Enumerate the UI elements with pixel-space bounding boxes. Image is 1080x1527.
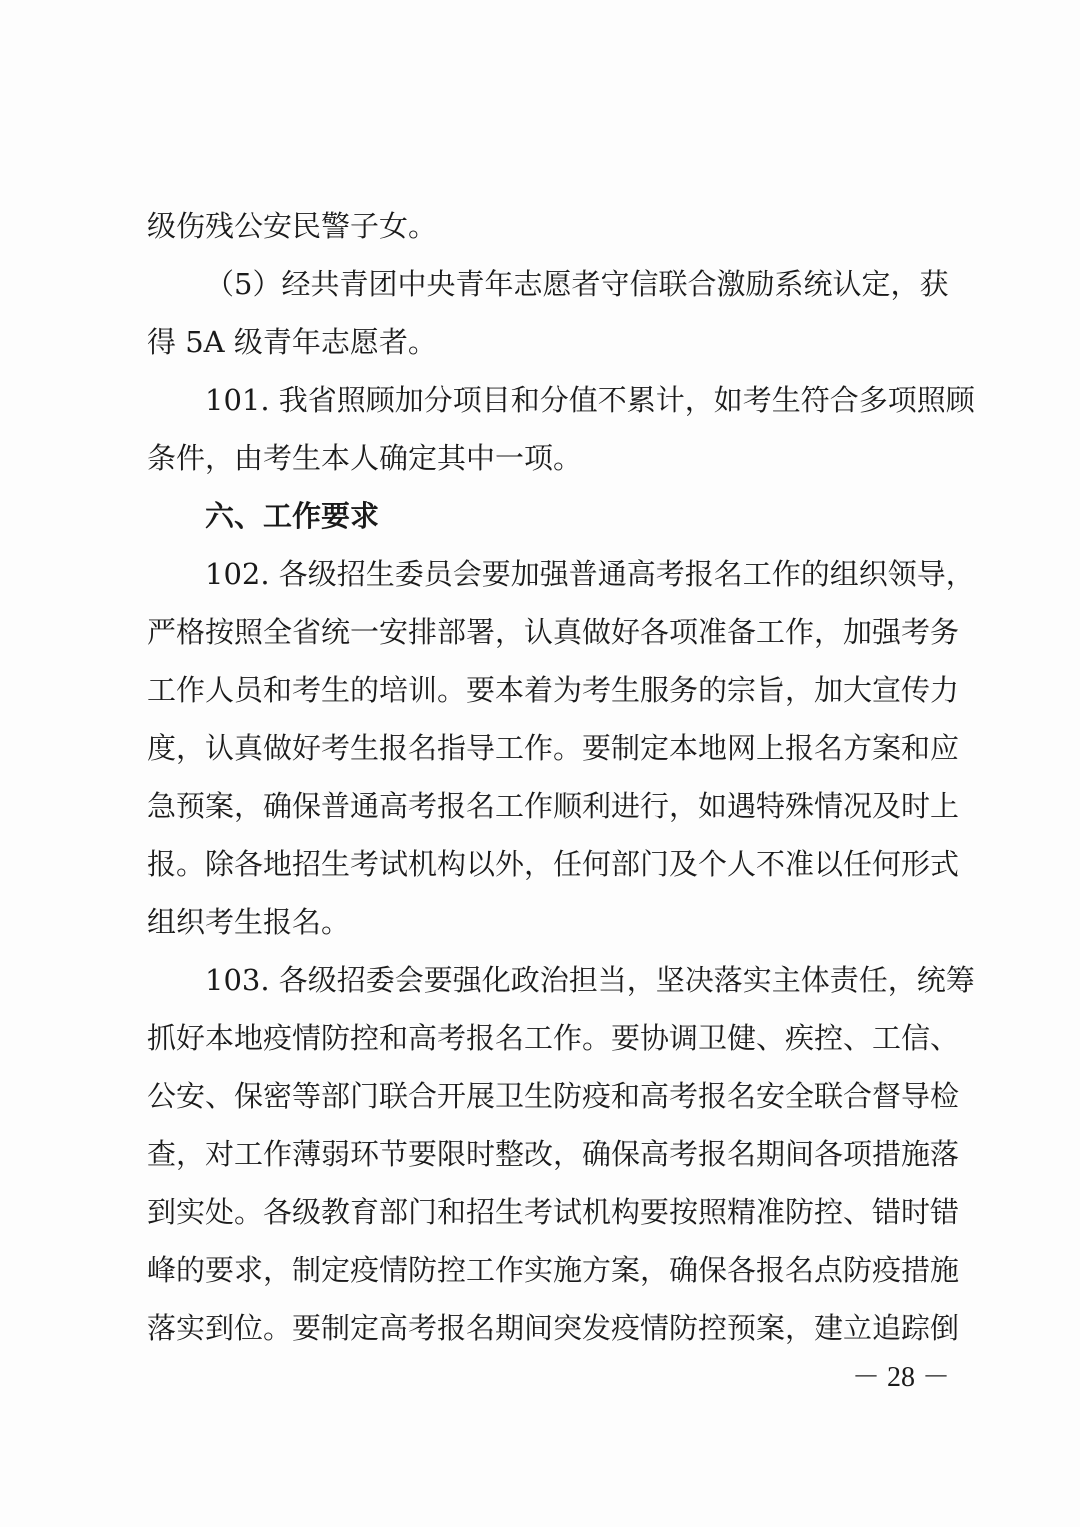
section-heading: 六、工作要求 <box>205 499 380 533</box>
text-line-item-5: （5）经共青团中央青年志愿者守信联合激励系统认定，获 <box>205 267 949 301</box>
text-line: 得 5A 级青年志愿者。 <box>147 325 437 359</box>
text-line-item-101: 101. 我省照顾加分项目和分值不累计，如考生符合多项照顾 <box>205 383 975 417</box>
text-line: 工作人员和考生的培训。要本着为考生服务的宗旨，加大宣传力 <box>147 673 960 707</box>
page-number: － 28 － <box>852 1362 951 1393</box>
text-line: 到实处。各级教育部门和招生考试机构要按照精准防控、错时错 <box>147 1195 960 1229</box>
text-line: 组织考生报名。 <box>147 905 351 939</box>
text-line: 抓好本地疫情防控和高考报名工作。要协调卫健、疾控、工信、 <box>147 1021 960 1055</box>
text-line: 级伤残公安民警子女。 <box>147 209 438 243</box>
text-line: 落实到位。要制定高考报名期间突发疫情防控预案，建立追踪倒 <box>147 1311 960 1345</box>
text-line: 查，对工作薄弱环节要限时整改，确保高考报名期间各项措施落 <box>147 1137 960 1171</box>
text-line: 条件，由考生本人确定其中一项。 <box>147 441 583 475</box>
text-line-item-103: 103. 各级招委会要强化政治担当，坚决落实主体责任，统筹 <box>205 963 975 997</box>
text-line-item-102: 102. 各级招生委员会要加强普通高考报名工作的组织领导， <box>205 557 975 591</box>
text-line: 峰的要求，制定疫情防控工作实施方案，确保各报名点防疫措施 <box>147 1253 960 1287</box>
text-line: 急预案，确保普通高考报名工作顺利进行，如遇特殊情况及时上 <box>147 789 960 823</box>
text-line: 公安、保密等部门联合开展卫生防疫和高考报名安全联合督导检 <box>147 1079 960 1113</box>
text-line: 度，认真做好考生报名指导工作。要制定本地网上报名方案和应 <box>147 731 960 765</box>
text-line: 报。除各地招生考试机构以外，任何部门及个人不准以任何形式 <box>147 847 960 881</box>
text-line: 严格按照全省统一安排部署，认真做好各项准备工作，加强考务 <box>147 615 960 649</box>
